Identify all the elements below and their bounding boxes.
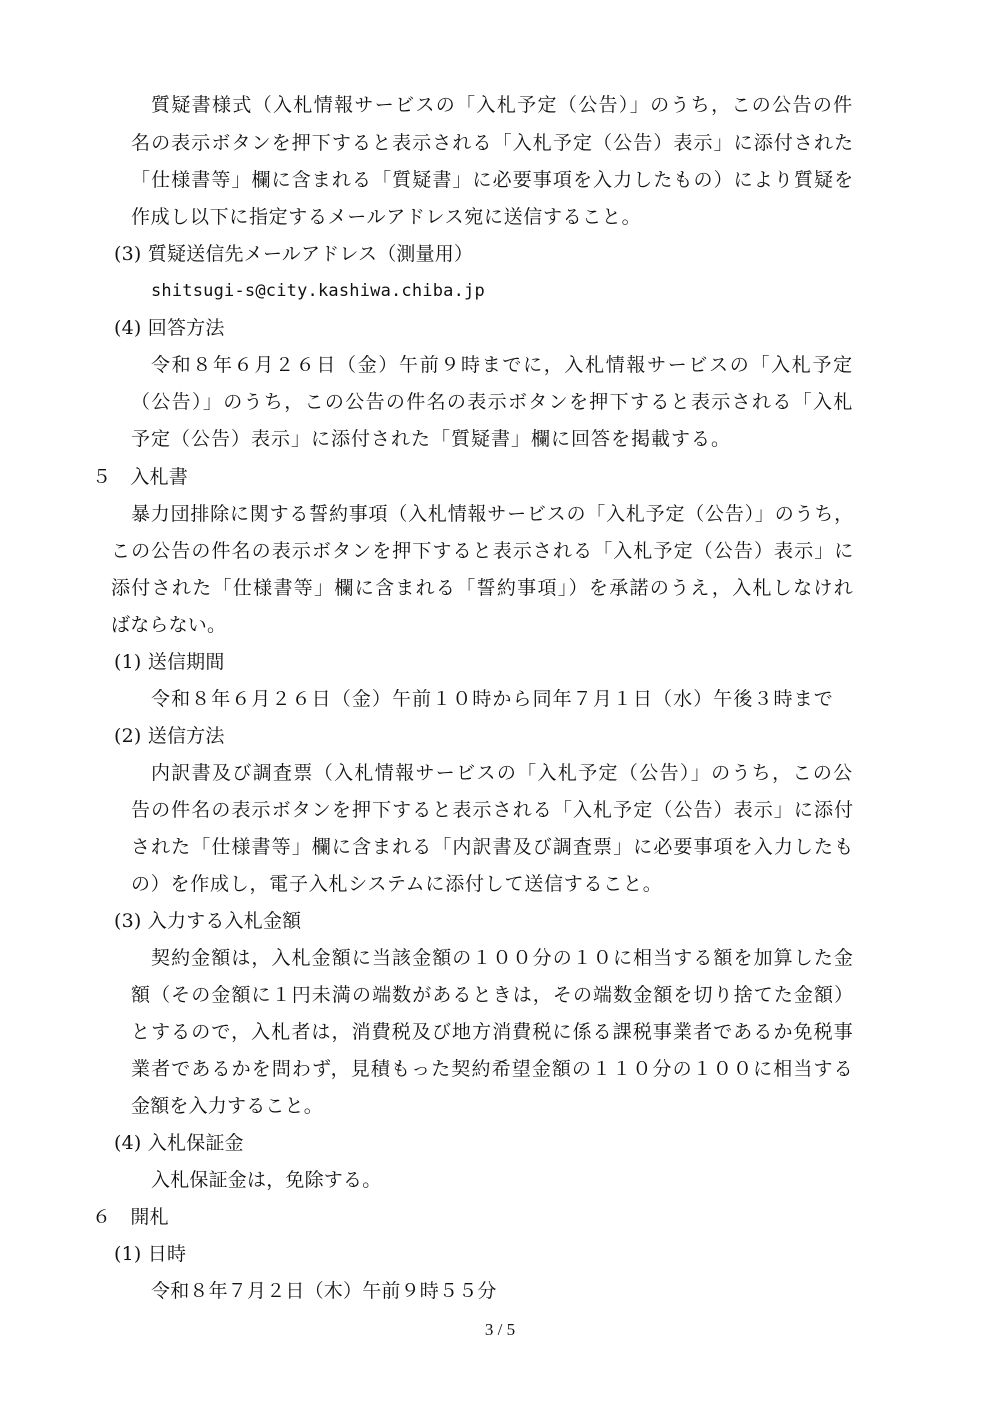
- section-heading-5: ５ 入札書: [92, 466, 189, 488]
- subheading-1-datetime: (1) 日時: [114, 1243, 187, 1265]
- body-line: 「仕様書等」欄に含まれる「質疑書」に必要事項を入力したもの）により質疑を: [131, 169, 855, 191]
- body-line: 金額を入力すること。: [131, 1095, 324, 1117]
- body-line: 暴力団排除に関する誓約事項（入札情報サービスの「入札予定（公告）」のうち，: [131, 503, 854, 525]
- body-line: 入札保証金は，免除する。: [151, 1169, 382, 1191]
- subheading-4-answer-method: (4) 回答方法: [114, 317, 225, 339]
- body-line: 業者であるかを問わず，見積もった契約希望金額の１１０分の１００に相当する: [131, 1058, 854, 1080]
- body-line: 作成し以下に指定するメールアドレス宛に送信すること。: [131, 206, 642, 228]
- body-line: 名の表示ボタンを押下すると表示される「入札予定（公告）表示」に添付された: [131, 132, 855, 154]
- body-line: された「仕様書等」欄に含まれる「内訳書及び調査票」に必要事項を入力したも: [131, 836, 855, 858]
- body-line: 契約金額は，入札金額に当該金額の１００分の１０に相当する額を加算した金: [151, 947, 855, 969]
- subheading-1-period: (1) 送信期間: [114, 651, 225, 673]
- body-line: 額（その金額に１円未満の端数があるときは，その端数金額を切り捨てた金額）: [131, 984, 855, 1006]
- subheading-3-bid-amount: (3) 入力する入札金額: [114, 910, 302, 932]
- body-line: 内訳書及び調査票（入札情報サービスの「入札予定（公告）」のうち，この公: [151, 762, 854, 784]
- body-line: 令和８年７月２日（木）午前９時５５分: [151, 1280, 497, 1302]
- body-line: 令和８年６月２６日（金）午前９時までに，入札情報サービスの「入札予定: [151, 354, 854, 376]
- body-line: の）を作成し，電子入札システムに添付して送信すること。: [131, 873, 663, 895]
- subheading-3-email: (3) 質疑送信先メールアドレス（測量用）: [114, 243, 474, 265]
- email-address: shitsugi-s@city.kashiwa.chiba.jp: [151, 281, 485, 301]
- body-line: ばならない。: [111, 614, 227, 636]
- body-line: 告の件名の表示ボタンを押下すると表示される「入札予定（公告）表示」に添付: [131, 799, 855, 821]
- body-line: 令和８年６月２６日（金）午前１０時から同年７月１日（水）午後３時まで: [151, 688, 834, 710]
- body-line: 質疑書様式（入札情報サービスの「入札予定（公告）」のうち，この公告の件: [151, 94, 854, 116]
- body-line: 予定（公告）表示」に添付された「質疑書」欄に回答を掲載する。: [131, 428, 732, 450]
- body-line: 添付された「仕様書等」欄に含まれる「誓約事項」）を承諾のうえ，入札しなけれ: [111, 577, 855, 599]
- subheading-2-method: (2) 送信方法: [114, 725, 225, 747]
- subheading-4-deposit: (4) 入札保証金: [114, 1132, 244, 1154]
- section-heading-6: ６ 開札: [92, 1206, 169, 1228]
- page-number: 3 / 5: [484, 1320, 516, 1339]
- body-line: とするので，入札者は，消費税及び地方消費税に係る課税事業者であるか免税事: [131, 1021, 854, 1043]
- body-line: この公告の件名の表示ボタンを押下すると表示される「入札予定（公告）表示」に: [111, 540, 855, 562]
- body-line: （公告）」のうち，この公告の件名の表示ボタンを押下すると表示される「入札: [131, 391, 854, 413]
